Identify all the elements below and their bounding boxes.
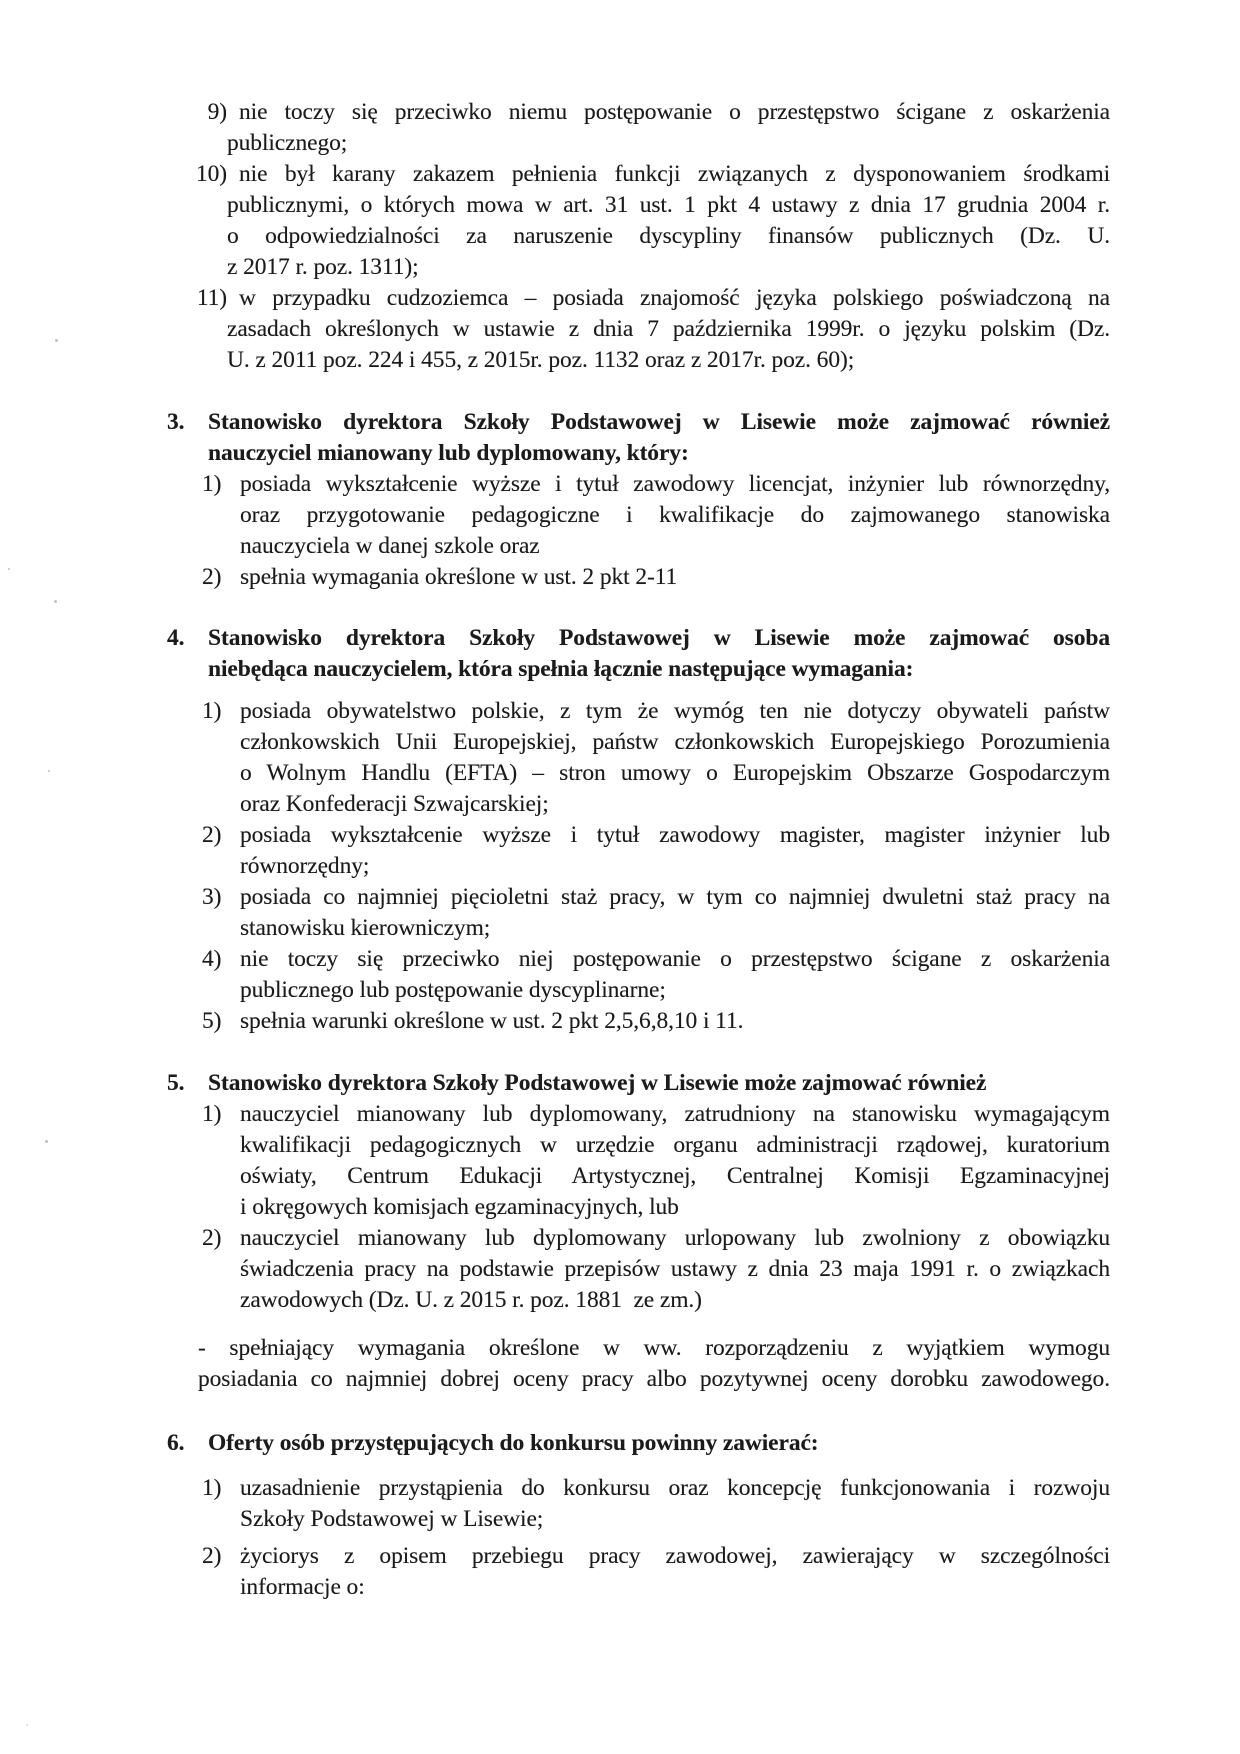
section-item-list [150,1099,1110,1316]
section-number: 5. [167,1070,185,1096]
item-number: 1) [202,1101,222,1127]
list-item [202,1006,1110,1037]
text-line: o odpowiedzialności za naruszenie dyscypliny finansów publicznych (Dz. U. [227,223,1110,249]
text-line: posiada wykształcenie wyższe i tytuł zawodowy licencjat, inżynier lub równorzędny, [240,471,1110,497]
list-item [202,882,1110,944]
note-paragraph [198,1333,1110,1395]
heading-line: nauczyciel mianowany lub dyplomowany, który: [208,440,689,466]
scan-speck [48,770,50,772]
text-line: stanowisku kierowniczym; [240,915,491,941]
scan-speck [54,600,57,603]
item-number: 2) [202,1225,222,1251]
item-number: 4) [202,946,222,972]
text-line: zasadach określonych w ustawie z dnia 7 października 1999r. o języku polskim (Dz. [227,316,1110,342]
item-number: 9) [207,99,227,125]
text-line: w przypadku cudzoziemca – posiada znajomość języka polskiego poświadczoną na [239,285,1110,311]
list-item [202,820,1110,882]
section-number: 3. [167,409,185,435]
text-line: posiadania co najmniej dobrej oceny pracy albo pozytywnej oceny dorobku zawodowego. [198,1366,1110,1392]
list-item [202,944,1110,1006]
item-number: 5) [202,1008,222,1034]
heading-line: niebędąca nauczycielem, która spełnia łącznie następujące wymagania: [208,656,914,682]
section-number: 6. [167,1430,185,1456]
item-number: 3) [202,884,222,910]
text-line: świadczenia pracy na podstawie przepisów ustawy z dnia 23 maja 1991 r. o związkach [240,1256,1110,1282]
text-line: informacje o: [240,1574,365,1600]
list-item [202,1541,1110,1603]
text-line: publicznego lub postępowanie dyscyplinarne; [240,977,666,1003]
text-line: oświaty, Centrum Edukacji Artystycznej, Centralnej Komisji Egzaminacyjnej [240,1163,1110,1189]
text-line: i okręgowych komisjach egzaminacyjnych, lub [240,1194,679,1220]
section-6 [150,1428,1110,1603]
text-line: nie toczy się przeciwko niemu postępowanie o przestępstwo ścigane z oskarżenia [239,99,1110,125]
item-number: 2) [202,822,222,848]
text-line: publicznego; [227,130,348,156]
item-number: 10) [195,161,227,187]
heading-line: Stanowisko dyrektora Szkoły Podstawowej w Lisewie może zajmować również [208,409,1110,435]
top-item-list [150,97,1110,376]
list-item [202,469,1110,562]
section-5 [150,1068,1110,1395]
text-line: publicznymi, o których mowa w art. 31 ust. 1 pkt 4 ustawy z dnia 17 grudnia 2004 r. [227,192,1110,218]
scan-speck [55,339,58,342]
text-line: o Wolnym Handlu (EFTA) – stron umowy o Europejskim Obszarze Gospodarczym [240,760,1110,786]
list-item-11 [196,283,1110,376]
text-line: życiorys z opisem przebiegu pracy zawodowej, zawierający w szczególności [240,1543,1110,1569]
text-line: oraz przygotowanie pedagogiczne i kwalifikacje do zajmowanego stanowiska [240,502,1110,528]
section-item-list [150,469,1110,593]
list-item [202,1099,1110,1223]
item-number: 2) [202,564,222,590]
text-line: nauczyciel mianowany lub dyplomowany, zatrudniony na stanowisku wymagającym [240,1101,1110,1127]
text-line: posiada wykształcenie wyższe i tytuł zawodowy magister, magister inżynier lub [240,822,1110,848]
section-item-list [150,1473,1110,1603]
section-heading [167,1428,1110,1459]
section-item-list [150,696,1110,1037]
text-line: uzasadnienie przystąpienia do konkursu oraz koncepcję funkcjonowania i rozwoju [240,1475,1110,1501]
text-line: spełnia warunki określone w ust. 2 pkt 2,5,6,8,10 i 11. [240,1008,744,1034]
section-heading [167,623,1110,685]
list-item-10 [195,159,1110,283]
text-line: posiada obywatelstwo polskie, z tym że wymóg ten nie dotyczy obywateli państw [240,698,1110,724]
text-line: równorzędny; [240,853,370,879]
text-line: kwalifikacji pedagogicznych w urzędzie organu administracji rządowej, kuratorium [240,1132,1110,1158]
heading-line: Stanowisko dyrektora Szkoły Podstawowej w Lisewie może zajmować również [208,1070,987,1096]
text-line: posiada co najmniej pięcioletni staż pracy, w tym co najmniej dwuletni staż pracy na [240,884,1110,910]
text-line: zawodowych (Dz. U. z 2015 r. poz. 1881 ze zm.) [240,1287,702,1313]
list-item-9 [207,97,1110,159]
list-item [202,1473,1110,1535]
item-number: 1) [202,1475,222,1501]
heading-line: Oferty osób przystępujących do konkursu powinny zawierać: [208,1430,819,1456]
text-line: spełnia wymagania określone w ust. 2 pkt 2-11 [240,564,678,590]
text-line: nauczyciela w danej szkole oraz [240,533,540,559]
list-item [202,696,1110,820]
scan-speck [45,1140,48,1143]
text-line: U. z 2011 poz. 224 i 455, z 2015r. poz. 1132 oraz z 2017r. poz. 60); [227,347,855,373]
scan-speck [26,1724,28,1726]
text-line: nauczyciel mianowany lub dyplomowany urlopowany lub zwolniony z obowiązku [240,1225,1110,1251]
text-line: nie toczy się przeciwko niej postępowanie o przestępstwo ścigane z oskarżenia [240,946,1110,972]
text-line: Szkoły Podstawowej w Lisewie; [240,1506,544,1532]
text-line: z 2017 r. poz. 1311); [227,254,419,280]
section-heading [167,1068,1110,1099]
text-line: nie był karany zakazem pełnienia funkcji związanych z dysponowaniem środkami [239,161,1110,187]
item-number: 1) [202,698,222,724]
text-line: oraz Konfederacji Szwajcarskiej; [240,791,549,817]
section-heading [167,407,1110,469]
list-item [202,562,1110,593]
section-4 [150,623,1110,1037]
text-line: członkowskich Unii Europejskiej, państw członkowskich Europejskiego Porozumienia [240,729,1110,755]
list-item [202,1223,1110,1316]
item-number: 11) [196,285,227,311]
scan-speck [8,568,10,570]
section-number: 4. [167,625,185,651]
item-number: 1) [202,471,222,497]
item-number: 2) [202,1543,222,1569]
text-line: - spełniający wymagania określone w ww. rozporządzeniu z wyjątkiem wymogu [198,1335,1110,1361]
section-3 [150,407,1110,593]
heading-line: Stanowisko dyrektora Szkoły Podstawowej w Lisewie może zajmować osoba [208,625,1110,651]
